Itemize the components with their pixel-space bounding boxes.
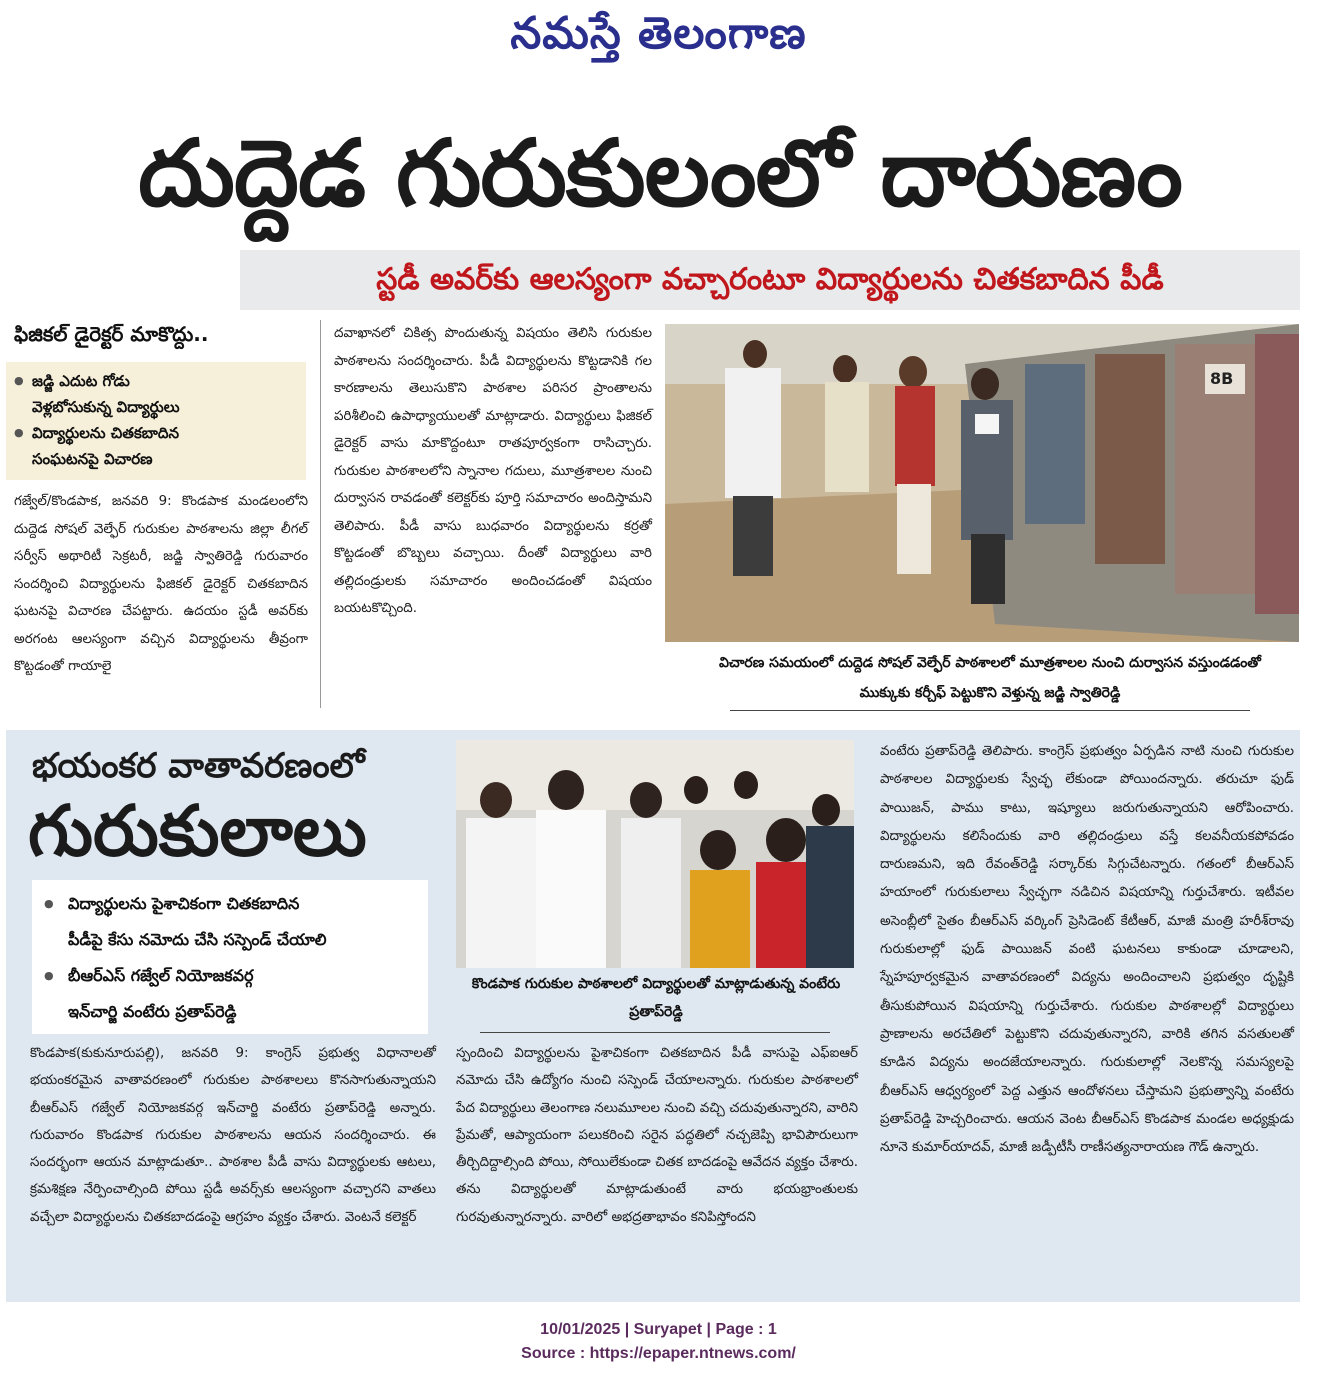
story2-photo	[456, 740, 854, 968]
highlight-line: ● విద్యార్థులను చితకబాదిన	[32, 424, 179, 442]
story2-column-1: కొండపాక(కుకునూరుపల్లి), జనవరి 9: కాంగ్రెస్ ప్రభుత్వ విధానాలతో భయంకరమైన వాతావరణంలో గురుకుల పాఠశాలలు కొనసాగుతున్నాయని బీఆర్‌ఎస్ గజ్వేల్ నియోజకవర్గ ఇన్‌చార్జి వంటేరు ప్రతాప్‌రెడ్డి అన్నారు. గురువారం కొండపాక గురుకుల పాఠశాలను ఆయన సందర్శించారు. ఈ సందర్భంగా ఆయన మాట్లాడుతూ.. పాఠశాల పీడీ వాసు విద్యార్థులకు ఆటలు, క్రమశిక్షణ నేర్పించాల్సింది పోయి స్టడీ అవర్స్‌కు ఆలస్యంగా వచ్చారని వాతలు వచ్చేలా విద్యార్థులను చితకబాదడంపై ఆగ్రహం వ్యక్తం చేశారు. వెంటనే కలెక్టర్	[30, 1046, 436, 1225]
page-footer	[0, 1318, 1317, 1366]
highlight-line: సంఘటనపై విచారణ	[32, 450, 153, 468]
caption-underline	[730, 710, 1250, 711]
subheadline: స్టడీ అవర్‌కు ఆలస్యంగా వచ్చారంటూ విద్యార్థులను చితకబాదిన పీడీ	[376, 262, 1164, 297]
highlight-line: ● జడ్జి ఎదుట గోడు	[32, 372, 130, 390]
students-meeting-photo	[456, 740, 854, 968]
story2-heading-small: భయంకర వాతావరణంలో	[32, 746, 365, 786]
highlight-item	[32, 958, 428, 1030]
masthead: నమస్తే తెలంగాణ	[510, 8, 807, 59]
footer-date-edition: 10/01/2025 | Suryapet | Page : 1	[540, 1321, 777, 1338]
footer-source-link[interactable]: Source : https://epaper.ntnews.com/	[521, 1345, 796, 1362]
story1-photo	[665, 324, 1299, 642]
highlight-line: ● విద్యార్థులను పైశాచికంగా చితకబాదిన	[68, 894, 300, 913]
column-divider	[320, 320, 321, 708]
story1-kicker: ఫిజికల్ డైరెక్టర్ మాకొద్దు..	[14, 322, 209, 346]
highlight-line: ఇన్‌చార్జి వంటేరు ప్రతాప్‌రెడ్డి	[68, 1002, 237, 1021]
story1-photo-caption: విచారణ సమయంలో దుద్దెడ సోషల్ వెల్ఫేర్ పాఠశాలలో మూత్రశాలల నుంచి దుర్వాసన వస్తుండడంతో ముక్కుకు కర్చీఫ్ పెట్టుకొని వెళ్తున్న జడ్జి స్వాతిరెడ్డి	[719, 655, 1261, 701]
story2-heading-big: గురుకులాలు	[28, 790, 367, 872]
story1-highlights	[6, 362, 306, 480]
judge-inspection-photo	[665, 324, 1299, 642]
highlight-line: పీడీపై కేసు నమోదు చేసి సస్పెండ్ చేయాలి	[68, 930, 327, 949]
highlight-item	[32, 886, 428, 958]
highlight-item	[6, 420, 306, 472]
headline: దుద్దెడ గురుకులంలో దారుణం	[138, 120, 1182, 227]
story2-column-2: స్పందించి విద్యార్థులను పైశాచికంగా చితకబాదిన పీడీ వాసుపై ఎఫ్‌ఐఆర్ నమోదు చేసి ఉద్యోగం నుంచి సస్పెండ్ చేయాలన్నారు. గురుకుల పాఠశాలలో పేద విద్యార్థులు తెలంగాణ నలుమూలల నుంచి వచ్చి చదువుతున్నారని, వారిని ప్రేమతో, ఆప్యాయంగా పలుకరించి సరైన పద్ధతిలో నచ్చజెప్పి భావిపౌరులుగా తీర్చిదిద్దాల్సింది పోయి, సోయిలేకుండా చితక బాదడంపై ఆవేదన వ్యక్తం చేశారు. తను విద్యార్థులతో మాట్లాడుతుంటే వారు భయభ్రాంతులకు గురవుతున్నారన్నారు. వారిలో అభద్రతాభావం కనిపిస్తోందని	[456, 1046, 858, 1225]
highlight-line: ● బీఆర్‌ఎస్ గజ్వేల్ నియోజకవర్గ	[68, 966, 254, 985]
highlight-line: వెళ్లబోసుకున్న విద్యార్థులు	[32, 398, 180, 416]
stall-number-sign: 8B	[1210, 369, 1234, 388]
story1-column-2: దవాఖానలో చికిత్స పొందుతున్న విషయం తెలిసి గురుకుల పాఠశాలను సందర్శించారు. పీడీ విద్యార్థులను కొట్టడానికి గల కారణాలను తెలుసుకొని పాఠశాల పరిసర ప్రాంతాలను పరిశీలించి ఉపాధ్యాయులతో మాట్లాడారు. విద్యార్థులు ఫిజికల్ డైరెక్టర్ వాసు మాకొద్దంటూ రాతపూర్వకంగా రాసిచ్చారు. గురుకుల పాఠశాలలోని స్నానాల గదులు, మూత్రశాలల నుంచి దుర్వాసన రావడంతో కలెక్టర్‌కు పూర్తి సమాచారం అందిస్తామని తెలిపారు. పీడీ వాసు బుధవారం విద్యార్థులను కర్రతో కొట్టడంతో బొబ్బలు వచ్చాయి. దీంతో విద్యార్థులు వారి తల్లిదండ్రులకు సమాచారం అందించడంతో విషయం బయటకొచ్చింది.	[334, 326, 652, 616]
story1-column-1: గజ్వేల్/కొండపాక, జనవరి 9: కొండపాక మండలంలోని దుద్దెడ సోషల్ వెల్ఫేర్ గురుకుల పాఠశాలను జిల్లా లీగల్ సర్వీస్ అథారిటీ సెక్రటరీ, జడ్జి స్వాతిరెడ్డి గురువారం సందర్శించి విద్యార్థులను ఫిజికల్ డైరెక్టర్ చితకబాదిన ఘటనపై విచారణ చేపట్టారు. ఉదయం స్టడీ అవర్‌కు అరగంట ఆలస్యంగా వచ్చిన విద్యార్థులను తీవ్రంగా కొట్టడంతో గాయాలై	[14, 494, 308, 674]
story2-column-3: వంటేరు ప్రతాప్‌రెడ్డి తెలిపారు. కాంగ్రెస్ ప్రభుత్వం ఏర్పడిన నాటి నుంచి గురుకుల పాఠశాలల విద్యార్థులకు స్వేచ్ఛ లేకుండా పోయిందన్నారు. తరుచూ ఫుడ్ పాయిజన్, పాము కాటు, ఇష్యూలు జరుగుతున్నాయని ఆరోపించారు. విద్యార్థులను కలిసేందుకు వారి తల్లిదండ్రులు వస్తే కలవనీయకపోవడం దారుణమని, ఇది రేవంత్‌రెడ్డి సర్కార్‌కు సిగ్గుచేటన్నారు. గతంలో బీఆర్‌ఎస్ హయాంలో గురుకులాలు స్వేచ్ఛగా నడిచిన విషయాన్ని గుర్తుచేశారు. ఇటీవల అసెంబ్లీలో సైతం బీఆర్‌ఎస్ వర్కింగ్ ప్రెసిడెంట్ కేటీఆర్, మాజీ మంత్రి హరీశ్‌రావు గురుకులాల్లో ఫుడ్ పాయిజన్ వంటి ఘటనలు కాకుండా చూడాలని, స్నేహపూర్వకమైన వాతావరణంలో విద్యను అందించాలని ప్రభుత్వం దృష్టికి తీసుకుపోయిన విషయాన్ని గుర్తుచేశారు. గురుకుల పాఠశాలల్లో విద్యార్థులు ప్రాణాలను అరచేతిలో పెట్టుకొని చదువుతున్నారని, వారికి తగిన వసతులతో కూడిన విద్యను అందజేయాలన్నారు. గురుకులాల్లో నెలకొన్న సమస్యలపై బీఆర్‌ఎస్ ఆధ్వర్యంలో పెద్ద ఎత్తున ఆందోళనలు చేస్తామని ప్రభుత్వాన్ని వంటేరు ప్రతాప్‌రెడ్డి హెచ్చరించారు. ఆయన వెంట బీఆర్‌ఎస్ కొండపాక మండల అధ్యక్షుడు నూనె కుమార్‌యాదవ్, మాజీ జడ్పీటీసీ రాణీసత్యనారాయణ గౌడ్ ఉన్నారు.	[880, 744, 1294, 1156]
highlight-item	[6, 368, 306, 420]
story2-photo-caption: కొండపాక గురుకుల పాఠశాలలో విద్యార్థులతో మాట్లాడుతున్న వంటేరు ప్రతాప్‌రెడ్డి	[471, 976, 841, 1020]
caption-underline	[480, 1032, 830, 1033]
story2-highlights	[32, 880, 428, 1034]
